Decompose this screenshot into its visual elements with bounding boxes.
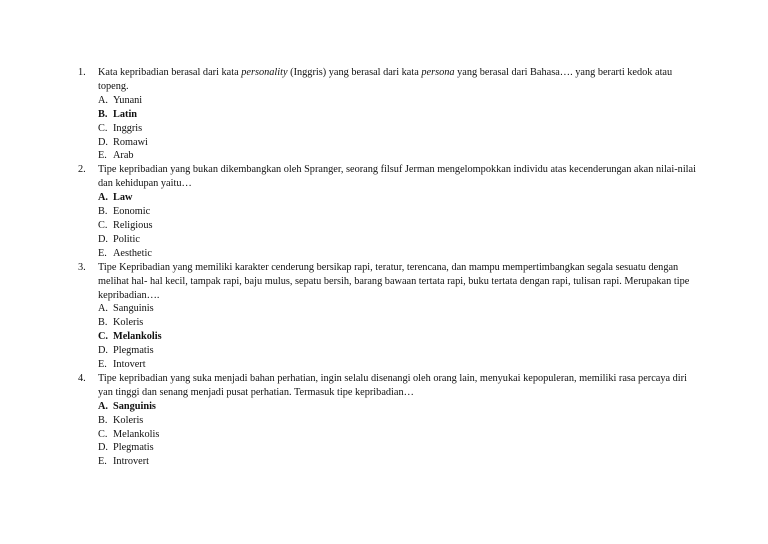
- question-number: 3.: [78, 261, 86, 273]
- question-text: Tipe kepribadian yang bukan dikembangkan oleh Spranger, seorang filsuf Jerman mengelompokkan individu atas kecenderungan akan nilai-nilai dan kehidupan yaitu…: [98, 164, 696, 190]
- option-text: Introvert: [113, 456, 150, 468]
- question-text: [98, 66, 698, 94]
- option-a: [98, 94, 698, 108]
- option-letter: C.: [98, 219, 108, 231]
- option-d: [98, 344, 698, 358]
- option-b: [98, 205, 698, 219]
- option-letter: A.: [98, 192, 109, 204]
- question-1: [78, 66, 698, 163]
- option-text: Sanguinis: [113, 400, 156, 412]
- question-2: [78, 163, 698, 260]
- option-letter: B.: [98, 317, 108, 329]
- option-letter: E.: [98, 456, 107, 468]
- option-e: [98, 247, 698, 261]
- option-letter: B.: [98, 108, 108, 120]
- option-text: Melankolis: [113, 428, 160, 440]
- option-letter: D.: [98, 136, 109, 148]
- question-3: [78, 261, 698, 372]
- option-text: Aesthetic: [113, 247, 152, 259]
- option-letter: B.: [98, 414, 108, 426]
- option-text: Latin: [113, 108, 138, 120]
- option-text: Plegmatis: [113, 442, 154, 454]
- question-number: 2.: [78, 164, 86, 176]
- question-text-italic: personality: [241, 67, 288, 78]
- option-text: Sanguinis: [113, 303, 154, 315]
- option-a-correct: [98, 400, 698, 414]
- question-text-italic: persona: [421, 67, 455, 78]
- option-text: Koleris: [113, 414, 144, 426]
- option-text: Religious: [113, 219, 153, 231]
- option-letter: D.: [98, 233, 109, 245]
- option-letter: B.: [98, 206, 108, 218]
- option-letter: C.: [98, 122, 108, 134]
- question-number: 4.: [78, 372, 86, 384]
- option-letter: C.: [98, 331, 109, 343]
- option-letter: A.: [98, 303, 109, 315]
- option-a-correct: [98, 191, 698, 205]
- question-text: Tipe Kepribadian yang memiliki karakter cenderung bersikap rapi, teratur, terencana, dan mampu mempertimbangkan segala sesuatu dengan melihat hal- hal kecil, tampak rapi, baju mulus, sepatu bersih, barang bawaan tertata rapi, buku tertata dengan rapi, tulisan rapi. Merupakan tipe kepribadian….: [98, 261, 690, 301]
- option-d: [98, 441, 698, 455]
- option-e: [98, 149, 698, 163]
- question-text-part: yang berasal dari Bahasa…. yang berarti kedok atau topeng.: [98, 67, 673, 92]
- option-b: [98, 316, 698, 330]
- option-letter: A.: [98, 400, 109, 412]
- option-text: Romawi: [113, 136, 148, 148]
- quiz-list: [78, 66, 698, 469]
- option-text: Politic: [113, 233, 140, 245]
- question-text-part: (Inggris) yang berasal dari kata: [287, 67, 422, 78]
- option-letter: E.: [98, 247, 107, 259]
- option-letter: E.: [98, 359, 107, 371]
- option-text: Melankolis: [113, 331, 162, 343]
- option-d: [98, 233, 698, 247]
- option-text: Plegmatis: [113, 345, 154, 357]
- option-text: Arab: [113, 150, 134, 162]
- option-e: [98, 358, 698, 372]
- option-d: [98, 136, 698, 150]
- option-text: Law: [113, 192, 133, 204]
- option-e: [98, 455, 698, 469]
- option-letter: C.: [98, 428, 108, 440]
- question-4: [78, 372, 698, 469]
- question-text-part: Kata kepribadian berasal dari kata: [98, 67, 242, 78]
- option-letter: E.: [98, 150, 107, 162]
- option-text: Intovert: [113, 359, 146, 371]
- option-text: Yunani: [113, 94, 143, 106]
- option-c-correct: [98, 330, 698, 344]
- option-text: Koleris: [113, 317, 144, 329]
- question-number: 1.: [78, 67, 86, 78]
- option-text: Eonomic: [113, 206, 151, 218]
- option-text: Inggris: [113, 122, 143, 134]
- option-a: [98, 302, 698, 316]
- option-c: [98, 219, 698, 233]
- option-letter: D.: [98, 345, 109, 357]
- question-text: Tipe kepribadian yang suka menjadi bahan perhatian, ingin selalu disenangi oleh orang lain, menyukai kepopuleran, memiliki rasa percaya diri yan tinggi dan senang menjadi pusat perhatian. Termasuk tipe kepribadian…: [98, 372, 687, 398]
- option-c: [98, 122, 698, 136]
- option-b-correct: [98, 108, 698, 122]
- option-letter: D.: [98, 442, 109, 454]
- option-letter: A.: [98, 94, 109, 106]
- option-b: [98, 414, 698, 428]
- option-c: [98, 428, 698, 442]
